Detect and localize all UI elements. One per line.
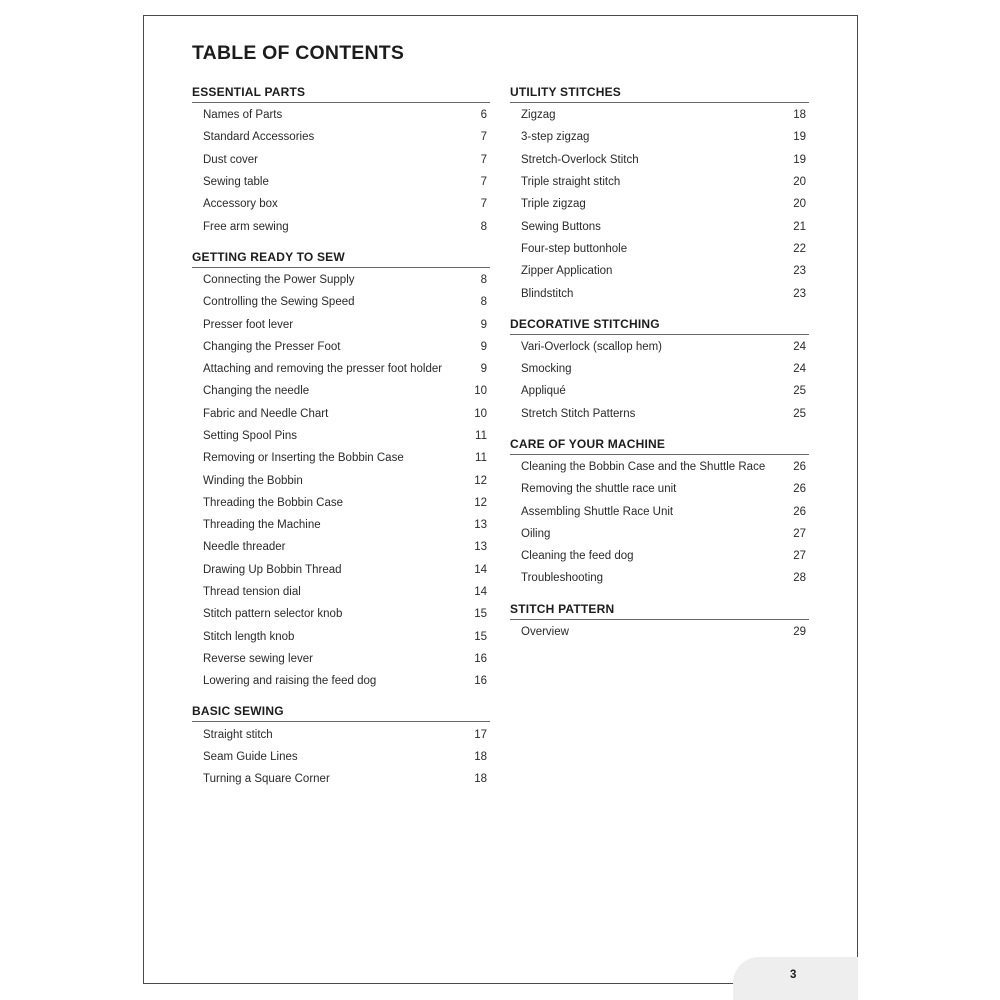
- toc-entry-label: Stitch pattern selector knob: [203, 608, 343, 621]
- toc-entry: [203, 269, 490, 291]
- page-title: TABLE OF CONTENTS: [192, 42, 405, 64]
- toc-entry-page-number: 18: [474, 750, 487, 763]
- toc-section-basic-sewing: [192, 703, 490, 790]
- toc-entry-page-number: 24: [793, 363, 806, 376]
- toc-entry-label: Dust cover: [203, 153, 258, 166]
- toc-entry-page-number: 24: [793, 340, 806, 353]
- toc-entry-label: Stretch-Overlock Stitch: [521, 153, 639, 166]
- toc-entry-page-number: 8: [480, 220, 487, 233]
- toc-entry: [203, 626, 490, 648]
- toc-entry-label: Presser foot lever: [203, 318, 294, 331]
- toc-entry-page-number: 14: [474, 586, 487, 599]
- toc-entry-label: Blindstitch: [521, 287, 574, 300]
- toc-entry-label: Setting Spool Pins: [203, 430, 297, 442]
- section-heading: BASIC SEWING: [192, 703, 490, 722]
- toc-entry-page-number: 19: [793, 131, 806, 144]
- toc-entry-page-number: 11: [475, 430, 487, 442]
- toc-entry: [203, 313, 490, 335]
- toc-entry: [203, 291, 490, 313]
- toc-entry: [203, 215, 490, 237]
- toc-entry: [203, 581, 490, 603]
- toc-entry: [203, 514, 490, 536]
- toc-entry: [521, 171, 809, 193]
- toc-entry: [521, 126, 809, 148]
- toc-entry: [203, 492, 490, 514]
- toc-entry: [521, 523, 809, 545]
- toc-entry: [521, 621, 809, 643]
- toc-entry-label: Cleaning the feed dog: [521, 550, 634, 563]
- toc-entry: [521, 104, 809, 126]
- toc-entry: [521, 545, 809, 567]
- toc-entry-label: Accessory box: [203, 198, 278, 211]
- toc-entry-page-number: 27: [793, 527, 806, 540]
- toc-entry-page-number: 26: [793, 461, 806, 473]
- toc-entry: [521, 193, 809, 215]
- toc-entry-page-number: 20: [793, 198, 806, 211]
- toc-entry: [521, 456, 809, 478]
- toc-entry-label: Thread tension dial: [203, 586, 301, 599]
- toc-entry-label: 3-step zigzag: [521, 131, 590, 144]
- toc-entry-label: Reverse sewing lever: [203, 652, 313, 665]
- toc-section-care-of-your-machine: [510, 436, 809, 590]
- toc-entry-page-number: 22: [793, 242, 806, 255]
- toc-entry-page-number: 8: [480, 296, 487, 309]
- toc-entry-label: Triple straight stitch: [521, 176, 621, 189]
- toc-entry: [521, 282, 809, 304]
- toc-entry: [203, 768, 490, 790]
- toc-entry-page-number: 17: [474, 728, 487, 741]
- toc-entry-list: [510, 103, 809, 305]
- toc-entry-label: Names of Parts: [203, 109, 283, 122]
- section-heading: GETTING READY TO SEW: [192, 249, 490, 268]
- toc-entry: [521, 358, 809, 380]
- toc-entry: [521, 478, 809, 500]
- toc-entry-page-number: 27: [793, 550, 806, 563]
- toc-entry-label: Oiling: [521, 527, 551, 540]
- section-heading: ESSENTIAL PARTS: [192, 84, 490, 103]
- toc-entry-label: Controlling the Sewing Speed: [203, 296, 355, 309]
- toc-entry: [521, 238, 809, 260]
- toc-entry-page-number: 9: [480, 340, 487, 353]
- toc-entry-label: Assembling Shuttle Race Unit: [521, 505, 674, 518]
- toc-entry: [203, 536, 490, 558]
- toc-entry-page-number: 16: [474, 652, 487, 665]
- toc-entry: [521, 380, 809, 402]
- toc-entry: [203, 126, 490, 148]
- toc-entry-page-number: 26: [793, 505, 806, 518]
- toc-entry-label: Smocking: [521, 363, 572, 376]
- toc-entry-page-number: 7: [480, 198, 487, 211]
- toc-entry-page-number: 14: [474, 563, 487, 576]
- toc-entry-label: Triple zigzag: [521, 198, 586, 211]
- toc-entry-page-number: 11: [475, 452, 487, 465]
- toc-section-utility-stitches: [510, 84, 809, 305]
- toc-entry: [521, 215, 809, 237]
- toc-section-stitch-pattern: [510, 601, 809, 643]
- toc-entry-label: Stretch Stitch Patterns: [521, 407, 636, 420]
- toc-entry-page-number: 25: [793, 407, 806, 420]
- toc-entry-label: Attaching and removing the presser foot holder: [203, 363, 443, 376]
- toc-entry-label: Drawing Up Bobbin Thread: [203, 563, 342, 576]
- toc-entry-label: Free arm sewing: [203, 220, 289, 233]
- toc-entry-label: Threading the Machine: [203, 519, 321, 532]
- toc-entry: [203, 336, 490, 358]
- toc-entry-page-number: 9: [480, 318, 487, 331]
- page-number: 3: [790, 969, 797, 981]
- toc-section-decorative-stitching: [510, 316, 809, 425]
- toc-entry-label: Four-step buttonhole: [521, 242, 628, 255]
- toc-entry-label: Standard Accessories: [203, 131, 315, 144]
- toc-entry-label: Changing the needle: [203, 385, 310, 398]
- toc-entry: [203, 559, 490, 581]
- toc-entry: [203, 723, 490, 745]
- toc-entry: [521, 260, 809, 282]
- toc-entry-page-number: 20: [793, 176, 806, 189]
- toc-entry: [521, 500, 809, 522]
- toc-entry-page-number: 12: [474, 496, 487, 509]
- toc-entry-label: Vari-Overlock (scallop hem): [521, 340, 663, 353]
- toc-entry-page-number: 16: [474, 675, 487, 688]
- toc-entry-page-number: 10: [474, 407, 487, 420]
- toc-entry: [203, 380, 490, 402]
- toc-right-column: [510, 84, 809, 654]
- toc-entry-label: Winding the Bobbin: [203, 474, 303, 487]
- toc-entry-label: Cleaning the Bobbin Case and the Shuttle Race: [521, 461, 766, 473]
- toc-entry-page-number: 18: [474, 773, 487, 786]
- toc-entry-label: Fabric and Needle Chart: [203, 407, 329, 420]
- toc-entry: [203, 670, 490, 692]
- toc-entry-page-number: 13: [474, 541, 487, 554]
- section-heading: UTILITY STITCHES: [510, 84, 809, 103]
- toc-entry-list: [192, 722, 490, 790]
- toc-entry: [203, 603, 490, 625]
- toc-entry-label: Straight stitch: [203, 728, 273, 741]
- toc-entry-page-number: 7: [480, 176, 487, 189]
- toc-entry: [203, 149, 490, 171]
- section-heading: DECORATIVE STITCHING: [510, 316, 809, 335]
- toc-entry-page-number: 10: [474, 385, 487, 398]
- toc-entry: [203, 746, 490, 768]
- toc-entry: [521, 336, 809, 358]
- toc-entry-label: Zipper Application: [521, 265, 613, 278]
- toc-entry: [203, 358, 490, 380]
- toc-entry-page-number: 7: [480, 153, 487, 166]
- toc-entry: [203, 648, 490, 670]
- toc-entry-page-number: 23: [793, 287, 806, 300]
- toc-entry-label: Seam Guide Lines: [203, 750, 298, 763]
- toc-entry: [203, 425, 490, 447]
- toc-entry: [203, 193, 490, 215]
- toc-entry-label: Removing the shuttle race unit: [521, 483, 677, 496]
- toc-entry-page-number: 19: [793, 153, 806, 166]
- toc-entry-label: Stitch length knob: [203, 630, 295, 643]
- toc-section-essential-parts: [192, 84, 490, 238]
- toc-entry-page-number: 28: [793, 572, 806, 585]
- toc-entry-label: Needle threader: [203, 541, 286, 554]
- toc-entry: [203, 171, 490, 193]
- toc-entry-page-number: 26: [793, 483, 806, 496]
- toc-entry-page-number: 25: [793, 385, 806, 398]
- toc-entry: [521, 149, 809, 171]
- toc-section-getting-ready-to-sew: [192, 249, 490, 693]
- toc-entry-label: Turning a Square Corner: [203, 773, 330, 786]
- toc-entry: [521, 403, 809, 425]
- toc-entry-label: Overview: [521, 625, 569, 638]
- toc-entry: [203, 403, 490, 425]
- toc-entry-label: Removing or Inserting the Bobbin Case: [203, 452, 404, 465]
- toc-entry-list: [192, 268, 490, 693]
- toc-entry: [203, 469, 490, 491]
- toc-entry-label: Connecting the Power Supply: [203, 273, 355, 286]
- toc-entry-page-number: 12: [474, 474, 487, 487]
- toc-entry-page-number: 8: [480, 273, 487, 286]
- toc-entry-page-number: 13: [474, 519, 487, 532]
- toc-entry-page-number: 29: [793, 625, 806, 638]
- toc-entry-label: Appliqué: [521, 385, 566, 398]
- toc-entry-label: Zigzag: [521, 109, 556, 122]
- toc-entry-list: [510, 335, 809, 425]
- toc-entry: [203, 104, 490, 126]
- toc-entry-list: [510, 620, 809, 643]
- toc-entry-page-number: 21: [793, 220, 806, 233]
- toc-entry-label: Lowering and raising the feed dog: [203, 675, 377, 688]
- toc-entry-label: Threading the Bobbin Case: [203, 496, 344, 509]
- toc-entry-label: Troubleshooting: [521, 572, 604, 585]
- toc-entry-page-number: 15: [474, 608, 487, 621]
- toc-entry-page-number: 7: [480, 131, 487, 144]
- toc-entry-label: Changing the Presser Foot: [203, 340, 341, 353]
- toc-entry: [203, 447, 490, 469]
- section-heading: CARE OF YOUR MACHINE: [510, 436, 809, 455]
- toc-entry-page-number: 9: [480, 363, 487, 376]
- toc-entry-page-number: 15: [474, 630, 487, 643]
- toc-entry-list: [510, 455, 809, 590]
- toc-left-column: [192, 84, 490, 801]
- toc-entry-page-number: 23: [793, 265, 806, 278]
- section-heading: STITCH PATTERN: [510, 601, 809, 620]
- toc-entry-list: [192, 103, 490, 238]
- toc-entry: [521, 567, 809, 589]
- toc-entry-label: Sewing table: [203, 176, 269, 189]
- toc-entry-page-number: 6: [480, 109, 487, 122]
- toc-entry-label: Sewing Buttons: [521, 220, 601, 233]
- toc-entry-page-number: 18: [793, 109, 806, 122]
